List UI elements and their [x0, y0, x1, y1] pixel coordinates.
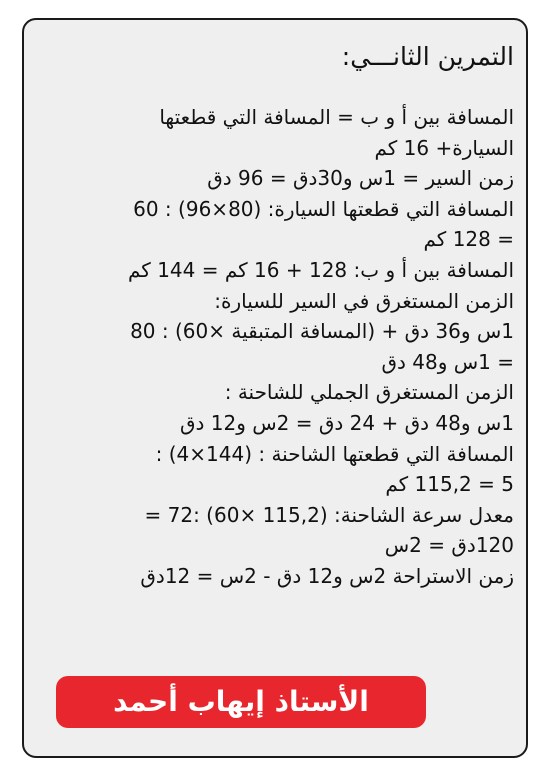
exercise-card [22, 18, 528, 758]
solution-line: معدل سرعة الشاحنة: (115,2 ×60) :72 = [144, 502, 514, 527]
solution-line: 1س و48 دق + 24 دق = 2س و12 دق [179, 410, 514, 435]
solution-line: المسافة بين أ و ب: 128 + 16 كم = 144 كم [127, 257, 514, 282]
solution-line: 5 = 115,2 كم [385, 472, 514, 497]
solution-line: = 128 كم [423, 227, 514, 252]
solution-line: 1س و36 دق + (المسافة المتبقية ×60) : 80 [130, 319, 514, 344]
solution-line: السيارة+ 16 كم [374, 135, 514, 160]
solution-line: = 1س و48 دق [381, 349, 514, 374]
solution-line: زمن الاستراحة 2س و12 دق - 2س = 12دق [140, 563, 514, 588]
solution-line: الزمن المستغرق الجملي للشاحنة : [224, 380, 514, 405]
author-signature-badge: الأستاذ إيهاب أحمد [56, 676, 426, 728]
solution-line: الزمن المستغرق في السير للسيارة: [214, 288, 514, 313]
exercise-title: التمرين الثانـــي: [341, 42, 514, 71]
solution-line: 120دق = 2س [384, 533, 514, 558]
solution-line: المسافة بين أ و ب = المسافة التي قطعتها [159, 105, 514, 129]
solution-line: المسافة التي قطعتها الشاحنة : (144×4) : [155, 441, 514, 466]
solution-line: المسافة التي قطعتها السيارة: (80×96) : 60 [133, 196, 514, 221]
exercise-content [48, 40, 514, 592]
solution-line: زمن السير = 1س و30دق = 96 دق [207, 166, 514, 191]
